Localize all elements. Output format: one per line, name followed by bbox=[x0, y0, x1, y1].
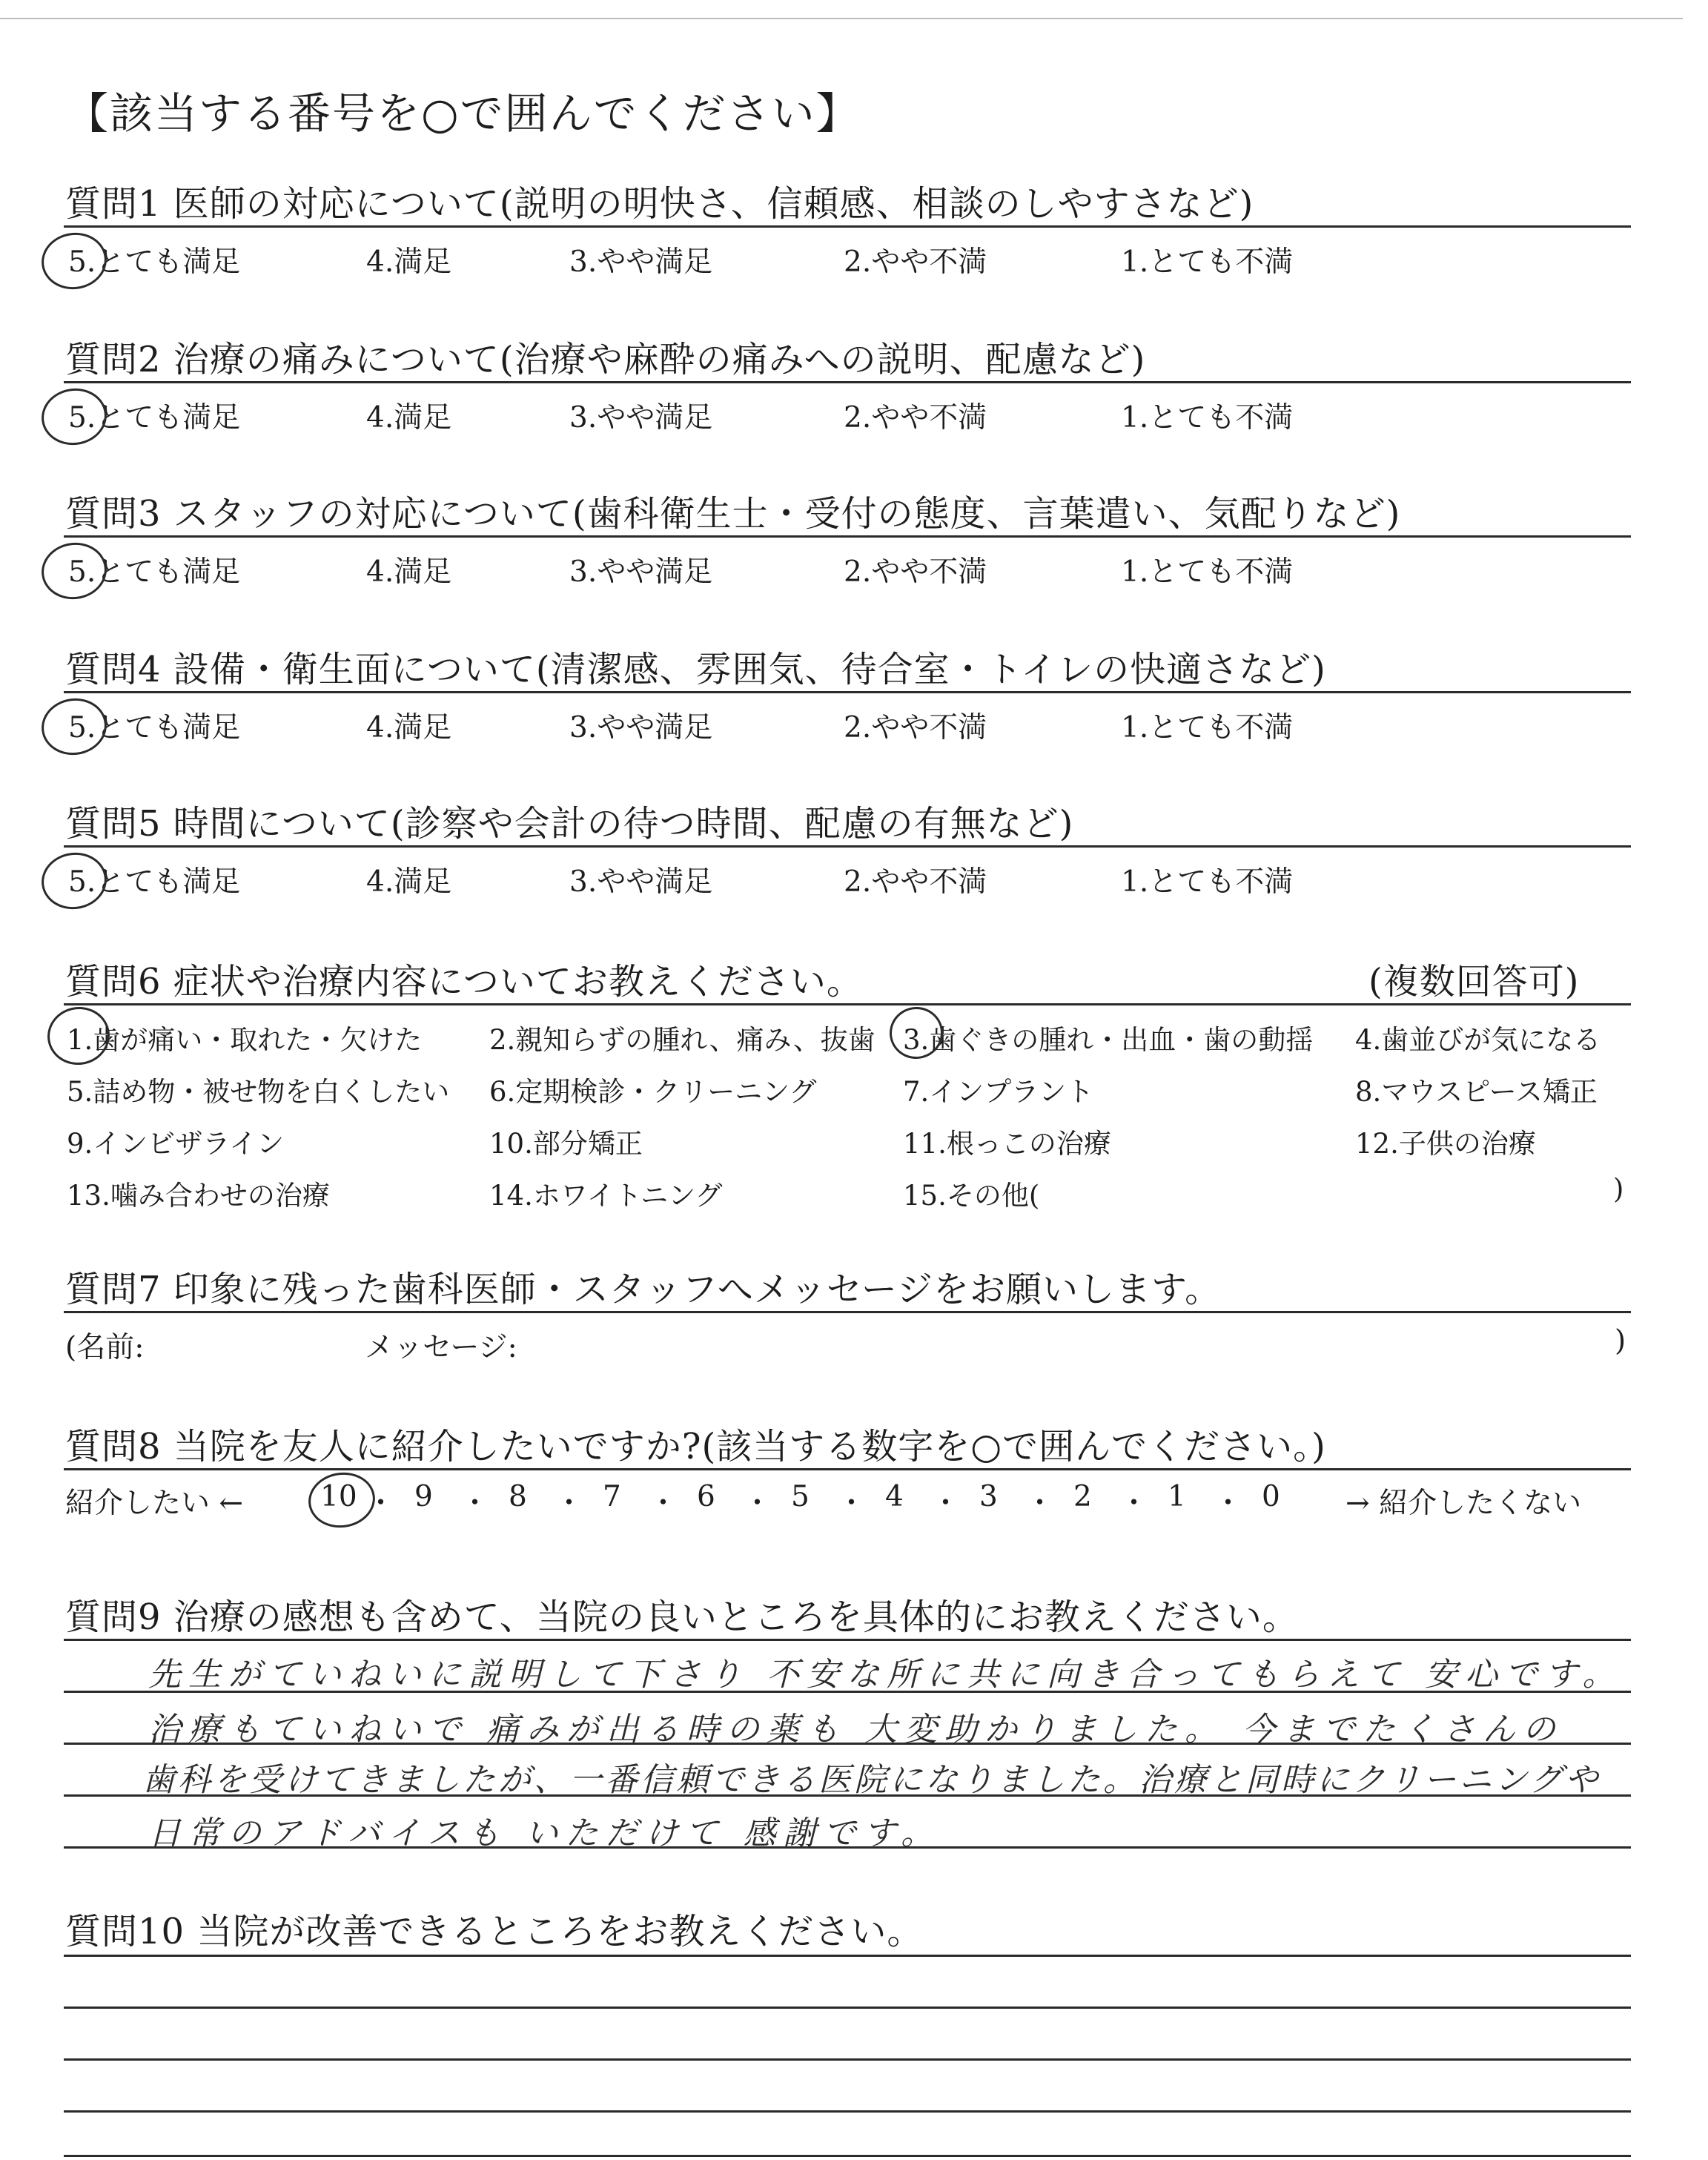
q4-option-4[interactable]: 4.満足 bbox=[366, 711, 452, 744]
q8-scale-7[interactable]: 7 bbox=[603, 1480, 621, 1513]
q4-option-5[interactable]: 5.とても満足 bbox=[68, 711, 241, 744]
q8-scale-0[interactable]: 0 bbox=[1262, 1480, 1280, 1513]
q6-item-14[interactable]: 14.ホワイトニング bbox=[489, 1180, 723, 1212]
q2-rule bbox=[64, 381, 1631, 383]
q9-answer-line-1: 先生がていねいに説明して下さり 不安な所に共に向き合ってもらえて 安心です。 bbox=[148, 1656, 1623, 1694]
q4-title: 質問4 設備・衛生面について(清潔感、雰囲気、待合室・トイレの快適さなど) bbox=[65, 649, 1326, 690]
q10-title: 質問10 当院が改善できるところをお教えください。 bbox=[65, 1911, 924, 1952]
q6-note: (複数回答可) bbox=[1368, 961, 1580, 1003]
q8-scale-separator: ・ bbox=[743, 1487, 772, 1520]
q8-left-label: 紹介したい ← bbox=[65, 1487, 244, 1520]
q6-title: 質問6 症状や治療内容についてお教えください。 bbox=[65, 961, 863, 1003]
q8-scale-8[interactable]: 8 bbox=[509, 1480, 527, 1513]
q6-circle-1 bbox=[44, 1003, 113, 1069]
q6-item-9[interactable]: 9.インビザライン bbox=[67, 1128, 285, 1160]
q3-title: 質問3 スタッフの対応について(歯科衛生士・受付の態度、言葉遣い、気配りなど) bbox=[65, 493, 1401, 535]
page-title: 【該当する番号を○で囲んでください】 bbox=[65, 88, 861, 139]
q5-option-2[interactable]: 2.やや不満 bbox=[844, 865, 987, 899]
q10-rule-4 bbox=[64, 2110, 1631, 2113]
q7-title: 質問7 印象に残った歯科医師・スタッフへメッセージをお願いします。 bbox=[65, 1269, 1222, 1310]
q3-option-4[interactable]: 4.満足 bbox=[366, 555, 452, 589]
q8-scale-separator: ・ bbox=[931, 1487, 961, 1520]
scan-edge-line bbox=[0, 18, 1683, 19]
q3-rule bbox=[64, 535, 1631, 538]
q10-rule-1 bbox=[64, 1955, 1631, 1957]
q1-option-3[interactable]: 3.やや満足 bbox=[569, 245, 713, 279]
q4-option-2[interactable]: 2.やや不満 bbox=[844, 711, 987, 744]
q2-option-3[interactable]: 3.やや満足 bbox=[569, 401, 713, 435]
q7-rule bbox=[64, 1311, 1631, 1313]
q6-rule bbox=[64, 1003, 1631, 1005]
q1-option-4[interactable]: 4.満足 bbox=[366, 245, 452, 279]
q8-scale-separator: ・ bbox=[649, 1487, 678, 1520]
q6-item-10[interactable]: 10.部分矯正 bbox=[489, 1128, 643, 1160]
q6-item-4[interactable]: 4.歯並びが気になる bbox=[1355, 1024, 1601, 1056]
q10-rule-2 bbox=[64, 2007, 1631, 2009]
q8-scale-1[interactable]: 1 bbox=[1168, 1480, 1186, 1513]
q6-item-1[interactable]: 1.歯が痛い・取れた・欠けた bbox=[67, 1024, 423, 1056]
q2-option-4[interactable]: 4.満足 bbox=[366, 401, 452, 435]
q1-option-1[interactable]: 1.とても不満 bbox=[1121, 245, 1294, 279]
q6-item-13[interactable]: 13.噛み合わせの治療 bbox=[67, 1180, 330, 1212]
q8-scale-separator: ・ bbox=[837, 1487, 867, 1520]
q3-option-1[interactable]: 1.とても不満 bbox=[1121, 555, 1294, 589]
q7-message-label: メッセージ: bbox=[365, 1331, 517, 1364]
q8-scale-separator: ・ bbox=[1119, 1487, 1149, 1520]
q9-answer-line-3: 歯科を受けてきましたが、一番信頼できる医院になりました。治療と同時にクリーニングや bbox=[142, 1761, 1601, 1799]
q1-rule bbox=[64, 225, 1631, 228]
q8-right-label: → 紹介したくない bbox=[1345, 1487, 1582, 1520]
q6-item-5[interactable]: 5.詰め物・被せ物を白くしたい bbox=[67, 1076, 450, 1108]
q8-rule bbox=[64, 1468, 1631, 1470]
q6-item-3[interactable]: 3.歯ぐきの腫れ・出血・歯の動揺 bbox=[903, 1024, 1314, 1056]
q6-item-2[interactable]: 2.親知らずの腫れ、痛み、抜歯 bbox=[489, 1024, 875, 1056]
q8-title: 質問8 当院を友人に紹介したいですか?(該当する数字を○で囲んでください。) bbox=[65, 1426, 1326, 1467]
q8-scale-10[interactable]: 10 bbox=[320, 1480, 357, 1513]
q6-other-close-paren: ) bbox=[1613, 1173, 1624, 1205]
q8-scale-5[interactable]: 5 bbox=[791, 1480, 810, 1513]
q8-scale-separator: ・ bbox=[1025, 1487, 1055, 1520]
q6-item-7[interactable]: 7.インプラント bbox=[903, 1076, 1094, 1108]
q5-rule bbox=[64, 845, 1631, 848]
q3-option-2[interactable]: 2.やや不満 bbox=[844, 555, 987, 589]
q2-option-2[interactable]: 2.やや不満 bbox=[844, 401, 987, 435]
q10-rule-5 bbox=[64, 2155, 1631, 2157]
q1-option-2[interactable]: 2.やや不満 bbox=[844, 245, 987, 279]
q9-answer-line-4: 日常のアドバイスも いただけて 感謝です。 bbox=[148, 1814, 941, 1852]
q10-rule-3 bbox=[64, 2058, 1631, 2061]
q8-scale-4[interactable]: 4 bbox=[885, 1480, 904, 1513]
q1-option-5[interactable]: 5.とても満足 bbox=[68, 245, 241, 279]
q5-title: 質問5 時間について(診察や会計の待つ時間、配慮の有無など) bbox=[65, 803, 1074, 845]
q6-item-8[interactable]: 8.マウスピース矯正 bbox=[1355, 1076, 1598, 1108]
q8-scale-separator: ・ bbox=[555, 1487, 584, 1520]
q2-option-1[interactable]: 1.とても不満 bbox=[1121, 401, 1294, 435]
q7-name-label: (名前: bbox=[65, 1331, 145, 1364]
q8-scale-6[interactable]: 6 bbox=[697, 1480, 715, 1513]
q6-item-15[interactable]: 15.その他( bbox=[903, 1180, 1040, 1212]
q5-option-3[interactable]: 3.やや満足 bbox=[569, 865, 713, 899]
q4-option-3[interactable]: 3.やや満足 bbox=[569, 711, 713, 744]
q4-option-1[interactable]: 1.とても不満 bbox=[1121, 711, 1294, 744]
q8-scale-separator: ・ bbox=[366, 1487, 396, 1520]
q8-scale-9[interactable]: 9 bbox=[414, 1480, 433, 1513]
q1-title: 質問1 医師の対応について(説明の明快さ、信頼感、相談のしやすさなど) bbox=[65, 183, 1254, 225]
q8-scale-separator: ・ bbox=[460, 1487, 490, 1520]
q9-title: 質問9 治療の感想も含めて、当院の良いところを具体的にお教えください。 bbox=[65, 1596, 1299, 1638]
q5-option-4[interactable]: 4.満足 bbox=[366, 865, 452, 899]
q7-close-paren: ) bbox=[1615, 1324, 1626, 1358]
q8-scale-2[interactable]: 2 bbox=[1073, 1480, 1092, 1513]
q6-item-12[interactable]: 12.子供の治療 bbox=[1355, 1128, 1536, 1160]
q8-circle-10 bbox=[305, 1468, 378, 1532]
q6-item-11[interactable]: 11.根っこの治療 bbox=[903, 1128, 1111, 1160]
q4-rule bbox=[64, 691, 1631, 693]
q8-scale-separator: ・ bbox=[1214, 1487, 1243, 1520]
q3-option-3[interactable]: 3.やや満足 bbox=[569, 555, 713, 589]
q2-option-5[interactable]: 5.とても満足 bbox=[68, 401, 241, 435]
q2-title: 質問2 治療の痛みについて(治療や麻酔の痛みへの説明、配慮など) bbox=[65, 339, 1146, 380]
q9-answer-line-2: 治療もていねいで 痛みが出る時の薬も 大変助かりました。 今までたくさんの bbox=[148, 1711, 1563, 1748]
q9-rule-1 bbox=[64, 1639, 1631, 1641]
q3-option-5[interactable]: 5.とても満足 bbox=[68, 555, 241, 589]
q6-item-6[interactable]: 6.定期検診・クリーニング bbox=[489, 1076, 817, 1108]
q5-option-5[interactable]: 5.とても満足 bbox=[68, 865, 241, 899]
q5-option-1[interactable]: 1.とても不満 bbox=[1121, 865, 1294, 899]
q8-scale-3[interactable]: 3 bbox=[979, 1480, 998, 1513]
